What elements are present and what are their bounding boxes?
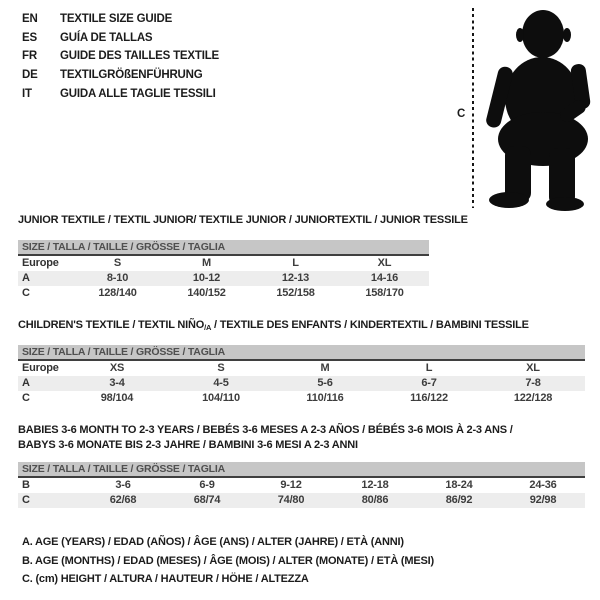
size-cell: 14-16 (370, 272, 399, 284)
size-cell: 110/116 (306, 392, 344, 404)
height-measure-label: C (457, 108, 466, 120)
language-code: FR (22, 50, 37, 63)
legend-line-c: C. (cm) HEIGHT / ALTURA / HAUTEUR / HÖHE / ALTEZZA (22, 573, 309, 586)
size-cell: XS (109, 362, 125, 374)
size-header-bar: SIZE / TALLA / TAILLE / GRÖSSE / TAGLIA (18, 345, 585, 361)
size-header-bar: SIZE / TALLA / TAILLE / GRÖSSE / TAGLIA (18, 240, 429, 256)
size-cell: S (217, 362, 225, 374)
language-row-en (22, 10, 219, 29)
size-cell: 3-6 (115, 479, 131, 491)
table-row (18, 391, 585, 406)
language-code: ES (22, 31, 37, 44)
language-row-es (22, 29, 219, 48)
size-cell: 68/74 (193, 494, 221, 506)
table-row (18, 271, 429, 286)
language-code: EN (22, 13, 38, 26)
size-cell: 74/80 (277, 494, 305, 506)
children-table-title (18, 319, 585, 332)
size-cell: 116/122 (410, 392, 448, 404)
table-row (18, 256, 429, 271)
children-textile-table (18, 319, 585, 406)
size-cell: 10-12 (192, 272, 221, 284)
size-cell: 8-10 (106, 272, 129, 284)
size-cell: 7-8 (525, 377, 541, 389)
size-cell: 12-13 (281, 272, 310, 284)
babies-textile-table (18, 423, 585, 508)
size-cell: 86/92 (445, 494, 473, 506)
size-cell: 128/140 (98, 287, 137, 299)
language-title: TEXTILE SIZE GUIDE (60, 13, 173, 26)
size-cell: 18-24 (445, 479, 473, 491)
title-text: CHILDREN'S TEXTILE / TEXTIL NIÑO (18, 319, 205, 331)
size-cell: 24-36 (529, 479, 557, 491)
row-label-cell: C (22, 494, 30, 506)
size-cell: 152/158 (276, 287, 315, 299)
size-cell: 92/98 (529, 494, 557, 506)
language-title: GUÍA DE TALLAS (60, 31, 153, 44)
language-code: DE (22, 69, 38, 82)
size-cell: M (202, 257, 211, 269)
junior-textile-table (18, 214, 468, 301)
size-cell: XL (377, 257, 392, 269)
row-label-cell: B (22, 479, 30, 491)
title-text: / TEXTILE DES ENFANTS / KINDERTEXTIL / BAMBINI TESSILE (211, 319, 529, 331)
legend-line-a: A. AGE (YEARS) / EDAD (AÑOS) / ÂGE (ANS) / ALTER (JAHRE) / ETÀ (ANNI) (22, 536, 404, 548)
size-cell: 3-4 (109, 377, 125, 389)
size-cell: 12-18 (361, 479, 389, 491)
size-header-bar: SIZE / TALLA / TAILLE / GRÖSSE / TAGLIA (18, 462, 585, 478)
size-cell: 122/128 (513, 392, 553, 404)
title-line-1: BABIES 3-6 MONTH TO 2-3 YEARS / BEBÉS 3-6 MESES A 2-3 AÑOS / BÉBÉS 3-6 MOIS À 2-3 ANS / (18, 424, 513, 436)
size-cell: 98/104 (100, 392, 134, 404)
table-row (18, 478, 585, 493)
size-cell: L (425, 362, 433, 374)
table-row (18, 361, 585, 376)
size-cell: XL (526, 362, 540, 374)
size-cell: L (292, 257, 299, 269)
row-label-cell: C (22, 287, 30, 299)
language-row-it (22, 84, 219, 103)
size-cell: 6-7 (421, 377, 437, 389)
row-label-cell: Europe (22, 362, 59, 374)
size-cell: 158/170 (365, 287, 404, 299)
row-label-cell: A (22, 377, 30, 389)
junior-table-title: JUNIOR TEXTILE / TEXTIL JUNIOR/ TEXTILE JUNIOR / JUNIORTEXTIL / JUNIOR TESSILE (18, 214, 468, 226)
babies-table-title (18, 423, 585, 452)
language-row-de (22, 66, 219, 85)
size-cell: 6-9 (199, 479, 215, 491)
size-cell: 80/86 (361, 494, 389, 506)
table-row (18, 286, 429, 301)
size-cell: 9-12 (280, 479, 302, 491)
measurement-legend (22, 533, 434, 589)
table-row (18, 376, 585, 391)
height-measure-dotted-line (472, 8, 474, 208)
size-cell: M (320, 362, 330, 374)
size-cell: 4-5 (213, 377, 229, 389)
language-title: GUIDA ALLE TAGLIE TESSILI (60, 87, 216, 100)
language-row-fr (22, 47, 219, 66)
table-row (18, 493, 585, 508)
size-cell: 5-6 (317, 377, 333, 389)
title-line-2: BABYS 3-6 MONATE BIS 2-3 JAHRE / BAMBINI 3-6 MESI A 2-3 ANNI (18, 438, 358, 451)
legend-line-b: B. AGE (MONTHS) / EDAD (MESES) / ÂGE (MOIS) / ALTER (MONATE) / ETÀ (MESI) (22, 554, 434, 567)
size-cell: 140/152 (187, 287, 226, 299)
language-title: GUIDE DES TAILLES TEXTILE (60, 50, 219, 63)
language-title-list (22, 10, 219, 103)
size-cell: 62/68 (109, 494, 137, 506)
language-title: TEXTILGRÖßENFÜHRUNG (60, 69, 203, 82)
toddler-silhouette-icon (483, 6, 595, 212)
language-code: IT (22, 87, 32, 100)
title-subscript: /A (204, 323, 212, 332)
row-label-cell: Europe (22, 257, 59, 269)
size-cell: 104/110 (202, 392, 240, 404)
size-cell: S (113, 257, 122, 269)
row-label-cell: C (22, 392, 30, 404)
row-label-cell: A (22, 272, 30, 284)
